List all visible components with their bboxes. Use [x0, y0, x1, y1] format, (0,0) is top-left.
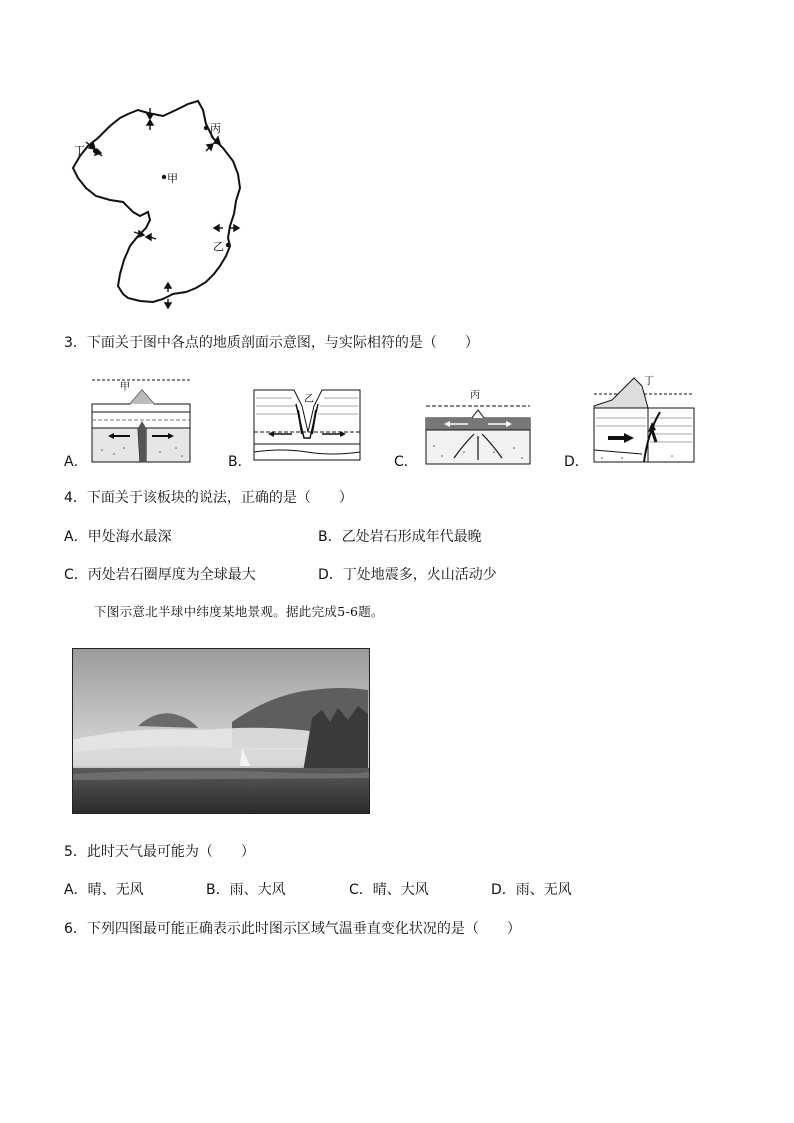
- section-intro: 下图示意北半球中纬度某地景观。据此完成5-6题。: [94, 604, 384, 619]
- q4-option-c[interactable]: C．丙处岩石圈厚度为全球最大: [64, 567, 256, 583]
- q3-option-d-letter[interactable]: D．: [564, 454, 589, 470]
- q5-option-d[interactable]: D．雨、无风: [491, 882, 572, 898]
- svg-text:丙: 丙: [470, 390, 480, 401]
- question-5-stem: 5．此时天气最可能为（ ）: [64, 844, 255, 860]
- landscape-photo: [72, 648, 370, 814]
- svg-text:甲: 甲: [120, 382, 130, 393]
- question-6-stem: 6．下列四图最可能正确表示此时图示区域气温垂直变化状况的是（ ）: [64, 921, 521, 937]
- q4-option-d[interactable]: D．丁处地震多，火山活动少: [318, 567, 497, 583]
- question-4-stem: 4．下面关于该板块的说法，正确的是（ ）: [64, 490, 353, 506]
- q3-option-b-diagram[interactable]: [252, 378, 362, 464]
- q5-option-b[interactable]: B．雨、大风: [206, 882, 286, 898]
- point-ding-label: 丁: [74, 144, 85, 157]
- q3-option-c-letter[interactable]: C．: [394, 454, 418, 470]
- point-jia-label: 甲: [167, 172, 178, 185]
- plate-motion-arrows: [86, 108, 239, 308]
- q4-option-b[interactable]: B．乙处岩石形成年代最晚: [318, 529, 482, 545]
- svg-text:乙: 乙: [304, 394, 314, 405]
- q3-option-d-diagram[interactable]: [592, 372, 696, 466]
- q3-option-c-diagram[interactable]: [424, 386, 532, 466]
- q5-option-c[interactable]: C．晴、大风: [349, 882, 429, 898]
- q3-option-b-letter[interactable]: B．: [228, 454, 252, 470]
- svg-text:丁: 丁: [644, 376, 654, 387]
- q3-option-a-diagram[interactable]: [90, 376, 192, 466]
- q4-option-a[interactable]: A．甲处海水最深: [64, 529, 172, 545]
- q5-option-a[interactable]: A．晴、无风: [64, 882, 144, 898]
- plate-map: [68, 96, 248, 312]
- point-yi-label: 乙: [213, 240, 224, 253]
- point-bing-label: 丙: [210, 122, 221, 135]
- q3-option-a-letter[interactable]: A．: [64, 454, 88, 470]
- question-3-stem: 3．下面关于图中各点的地质剖面示意图，与实际相符的是（ ）: [64, 335, 479, 351]
